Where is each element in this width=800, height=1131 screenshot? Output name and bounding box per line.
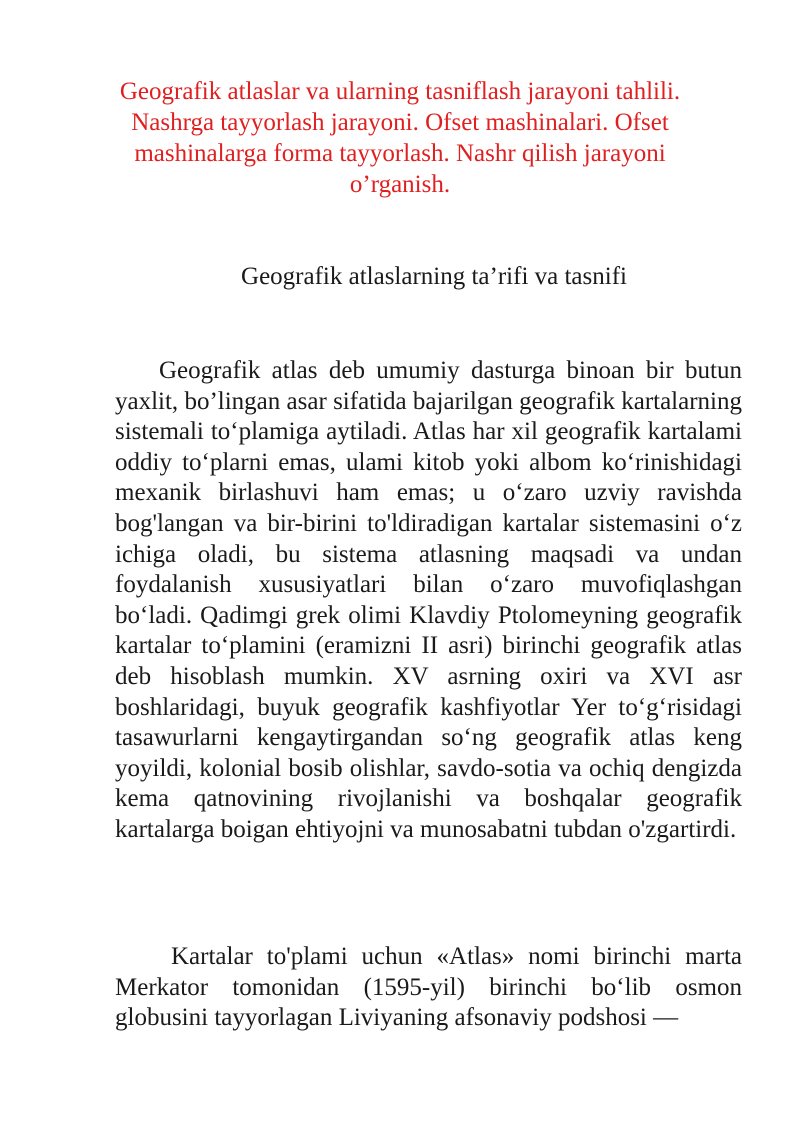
document-title: Geografik atlaslar va ularning tasniflash jarayoni tahlili. Nashrga tayyorlash jarayoni. Ofset mashinalari. Ofset mashinalarga forma tayyorlash. Nashr qilish jarayoni o’rganish.: [119, 78, 681, 198]
section-heading: Geografik atlaslarning ta’rifi va tasnifi: [241, 263, 627, 290]
body-paragraph-1: Geografik atlas deb umumiy dasturga binoan bir butun yaxlit, bo’lingan asar sifatida bajarilgan geografik kartalarning sistemali to‘plamiga aytiladi. Atlas har xil geografik kartalami oddiy to‘plarni emas, ulami kitob yoki albom ko‘rinishidagi mexanik birlashuvi ham emas; u o‘zaro uzviy ravishda bog'langan va bir-birini to'ldiradigan kartalar sistemasini o‘z ichiga oladi, bu sistema atlasning maqsadi va undan foydalanish xususiyatlari bilan o‘zaro muvofiqlashgan bo‘ladi. Qadimgi grek olimi Klavdiy Ptolomeyning geografik kartalar to‘plamini (eramizni II asri) birinchi geografik atlas deb hisoblash mumkin. XV asrning oxiri va XVI asr boshlaridagi, buyuk geografik kashfiyotlar Yer to‘g‘risidagi tasawurlarni kengaytirgandan so‘ng geografik atlas keng yoyildi, kolonial bosib olishlar, savdo-sotia va ochiq dengizda kema qatnovining rivojlanishi va boshqalar geografik kartalarga boigan ehtiyojni va munosabatni tubdan o'zgartirdi.: [115, 357, 742, 843]
body-paragraph-2: Kartalar to'plami uchun «Atlas» nomi birinchi marta Merkator tomonidan (1595-yil) birinchi bo‘lib osmon globusini tayyorlagan Liviyaning afsonaviy podshosi —: [115, 943, 742, 1032]
